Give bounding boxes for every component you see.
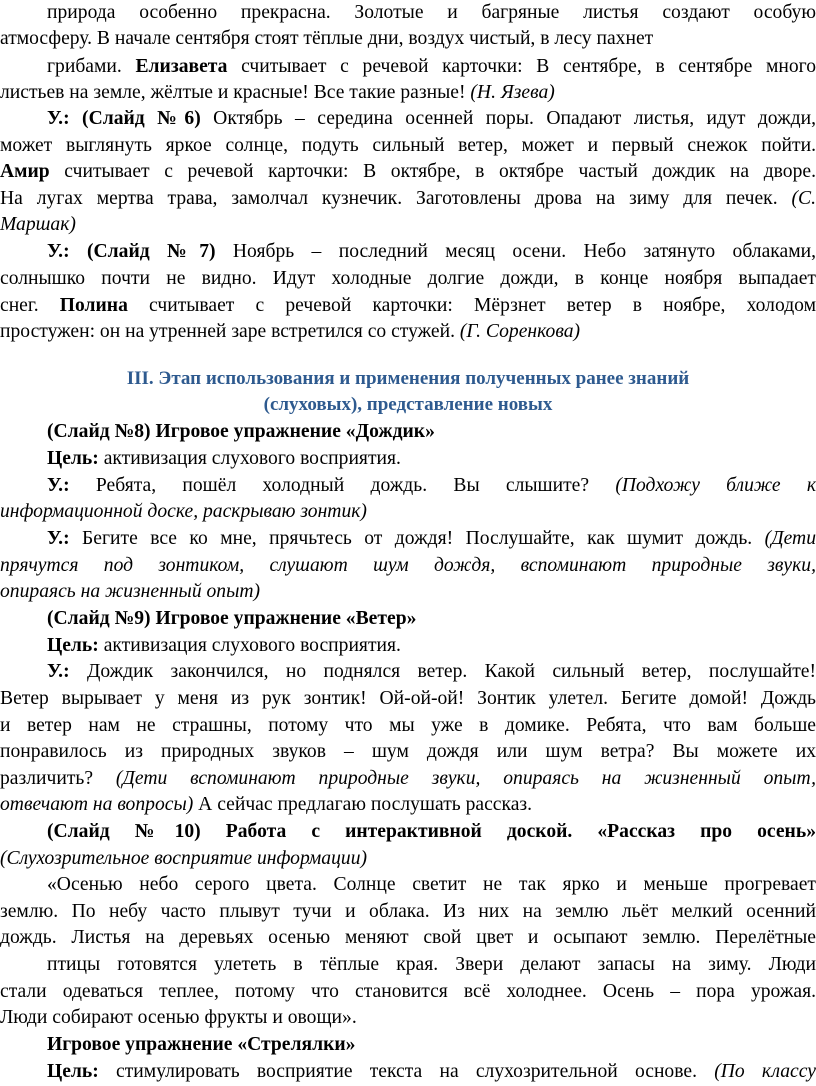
text-line: и ветер нам не страшны, потому что мы уже в домике. Ребята, что вам больше	[0, 713, 816, 740]
teacher-slide-label: У.: (Слайд №6)	[47, 108, 201, 129]
text-line: Цель: активизация слухового восприятия.	[47, 446, 816, 473]
text-line: понравилось из природных звуков – шум дождя или шум ветра? Вы можете их	[0, 739, 816, 766]
story-line: «Осенью небо серого цвета. Солнце светит не так ярко и меньше прогревает	[47, 872, 816, 899]
text-line: снег. Полина считывает с речевой карточки: Мёрзнет ветер в ноябре, холодом	[0, 293, 816, 320]
section-heading: III. Этап использования и применения полученных ранее знаний	[0, 366, 816, 393]
goal-label: Цель:	[47, 448, 99, 469]
author-citation: (Н. Язева)	[470, 82, 554, 103]
text-line: информационной доске, раскрываю зонтик)	[0, 499, 816, 526]
teacher-label: У.:	[47, 528, 70, 549]
text-line: У.: Бегите все ко мне, прячьтесь от дождя! Послушайте, как шумит дождь. (Дети	[47, 526, 816, 553]
teacher-slide-label: У.: (Слайд №7)	[47, 241, 216, 262]
text-line: отвечают на вопросы) А сейчас предлагаю послушать рассказ.	[0, 792, 816, 819]
author-citation: (С.	[792, 188, 816, 209]
story-line: дождь. Листья на деревьях осенью меняют свой цвет и осыпают землю. Перелётные	[0, 925, 816, 952]
text-line: Амир считывает с речевой карточки: В октябре, в октябре частый дождик на дворе.	[0, 159, 816, 186]
text-line: прячутся под зонтиком, слушают шум дождя, вспоминают природные звуки,	[0, 553, 816, 580]
student-name: Амир	[0, 161, 50, 182]
text-line: атмосферу. В начале сентября стоят тёплые дни, воздух чистый, в лесу пахнет	[0, 26, 816, 53]
text-line: У.: (Слайд №6) Октябрь – середина осенней поры. Опадают листья, идут дожди,	[47, 106, 816, 133]
text-line: У.: Дождик закончился, но поднялся ветер. Какой сильный ветер, послушайте!	[47, 659, 816, 686]
exercise-title: (Слайд №9) Игровое упражнение «Ветер»	[47, 606, 816, 633]
exercise-title: (Слайд №8) Игровое упражнение «Дождик»	[47, 419, 816, 446]
story-line: Люди собирают осенью фрукты и овощи».	[0, 1005, 816, 1032]
text-line: У.: (Слайд №7) Ноябрь – последний месяц осени. Небо затянуто облаками,	[47, 239, 816, 266]
teacher-label: У.:	[47, 661, 70, 682]
text-line: (Слухозрительное восприятие информации)	[0, 846, 816, 873]
text-line: Цель: активизация слухового восприятия.	[47, 633, 816, 660]
story-line: землю. По небу часто плывут тучи и облака. Из них на землю льёт мелкий осенний	[0, 899, 816, 926]
text-line: простужен: он на утренней заре встретился со стужей. (Г. Соренкова)	[0, 319, 816, 346]
text-line	[0, 212, 816, 239]
text-line: солнышко почти не видно. Идут холодные долгие дожди, в конце ноября выпадает	[0, 266, 816, 293]
author-citation: Маршак)	[0, 214, 76, 235]
text-line: различить? (Дети вспоминают природные звуки, опираясь на жизненный опыт,	[0, 766, 816, 793]
story-line: стали одеваться теплее, потому что становится всё холоднее. Осень – пора урожая.	[0, 979, 816, 1006]
text-line: Цель: стимулировать восприятие текста на слухозрительной основе. (По классу	[47, 1059, 816, 1086]
student-name: Елизавета	[135, 56, 227, 77]
text-line: У.: Ребята, пошёл холодный дождь. Вы слышите? (Подхожу ближе к	[47, 473, 816, 500]
story-line: птицы готовятся улететь в тёплые края. Звери делают запасы на зиму. Люди	[47, 952, 816, 979]
exercise-title: (Слайд №10) Работа с интерактивной доской. «Рассказ про осень»	[47, 819, 816, 846]
section-heading: (слуховых), представление новых	[0, 392, 816, 419]
text-line: листьев на земле, жёлтые и красные! Все такие разные! (Н. Язева)	[0, 80, 816, 107]
author-citation: (Г. Соренкова)	[460, 321, 580, 342]
text-line: На лугах мертва трава, замолчал кузнечик. Заготовлены дрова на зиму для печек. (С.	[0, 186, 816, 213]
text-line: природа особенно прекрасна. Золотые и багряные листья создают особую	[47, 0, 816, 27]
text-line: может выглянуть яркое солнце, подуть сильный ветер, может и первый снежок пойти.	[0, 133, 816, 160]
text-line: опираясь на жизненный опыт)	[0, 579, 816, 606]
exercise-title: Игровое упражнение «Стрелялки»	[47, 1032, 816, 1059]
goal-label: Цель:	[47, 635, 99, 656]
goal-label: Цель:	[47, 1061, 99, 1082]
text-line: грибами. Елизавета считывает с речевой карточки: В сентябре, в сентябре много	[47, 54, 816, 81]
teacher-label: У.:	[47, 475, 70, 496]
student-name: Полина	[60, 295, 128, 316]
text-line: Ветер вырывает у меня из рук зонтик! Ой-ой-ой! Зонтик улетел. Бегите домой! Дождь	[0, 686, 816, 713]
